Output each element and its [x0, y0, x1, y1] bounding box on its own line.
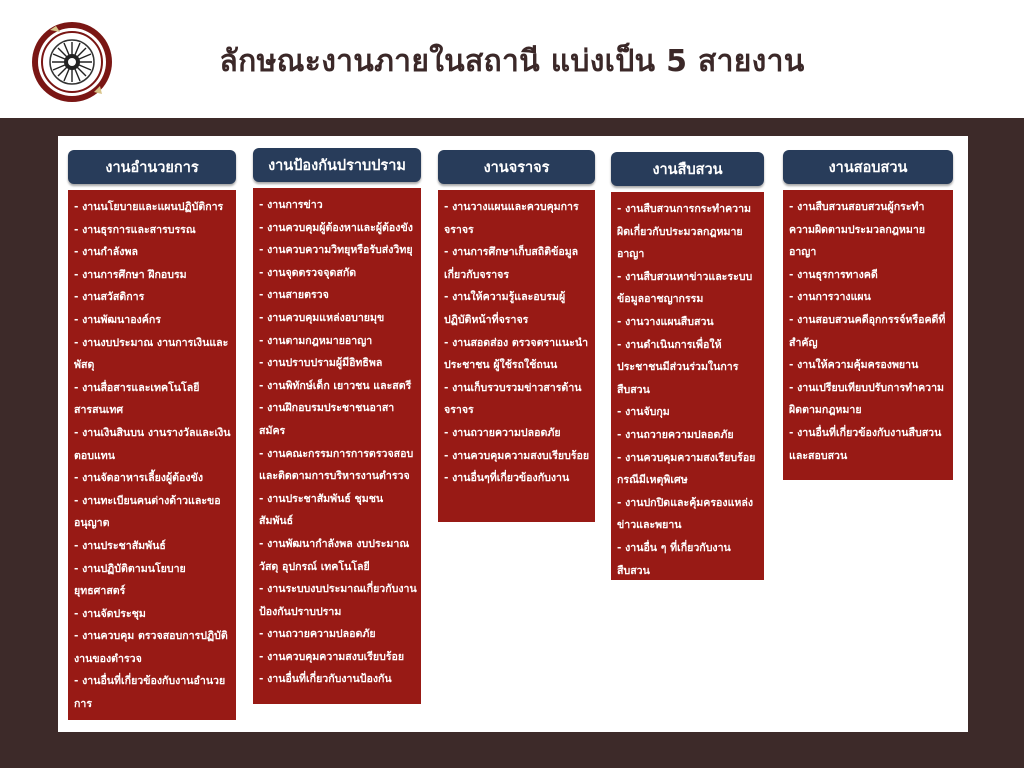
list-item: - งานสายตรวจ	[259, 289, 329, 302]
list-item: - งานจัดอาหารเลี้ยงผู้ต้องขัง	[74, 472, 203, 485]
list-item: - งานให้ความรู้และอบรมผู้ปฏิบัติหน้าที่จราจร	[444, 291, 566, 326]
column-heading-interrogation: งานสอบสวน	[783, 150, 953, 184]
list-item: - งานประชาสัมพันธ์	[74, 539, 166, 552]
list-item: - งานดำเนินการเพื่อให้ประชาชนมีส่วนร่วมในการสืบสวน	[617, 338, 739, 396]
list-item: - งานอื่นที่เกี่ยวกับงานป้องกัน	[259, 673, 392, 686]
list-item: - งานการวางแผน	[789, 291, 871, 304]
column-heading-investigation: งานสืบสวน	[611, 152, 764, 186]
slide-header	[0, 0, 1024, 118]
list-item: - งานตามกฎหมายอาญา	[259, 334, 373, 347]
list-item: - งานควบคุมความสงบเรียบร้อย	[259, 650, 405, 663]
list-item: - งานปกปิดและคุ้มครองแหล่งข่าวและพยาน	[617, 496, 754, 532]
column-body-administration	[68, 190, 236, 720]
list-item: - งานระบบงบประมาณเกี่ยวกับงานป้องกันปราบปราม	[259, 583, 417, 618]
list-item: - งานควบคุมความสงบเรียบร้อย	[444, 449, 590, 462]
list-item: - งานควบความวิทยุหรือรับส่งวิทยุ	[259, 244, 413, 257]
column-body-investigation	[611, 192, 764, 580]
list-item: - งานงบประมาณ งานการเงินและพัสดุ	[74, 336, 229, 372]
list-item: - งานพัฒนาองค์กร	[74, 313, 161, 326]
list-item: - งานสืบสวนการกระทำความผิดเกี่ยวกับประมวลกฎหมายอาญา	[617, 203, 752, 261]
list-item: - งานปราบปรามผู้มีอิทธิพล	[259, 357, 383, 370]
list-item: - งานทะเบียนคนต่างด้าวและขออนุญาต	[74, 494, 221, 530]
list-item: - งานสื่อสารและเทคโนโลยีสารสนเทศ	[74, 381, 200, 417]
list-item: - งานพิทักษ์เด็ก เยาวชน และสตรี	[259, 379, 412, 392]
list-item: - งานสวัสดิการ	[74, 291, 145, 304]
list-item: - งานสืบสวนหาข่าวและระบบข้อมูลอาชญากรรม	[617, 270, 753, 306]
list-item: - งานให้ความคุ้มครองพยาน	[789, 359, 919, 372]
list-item: - งานนโยบายและแผนปฏิบัติการ	[74, 201, 224, 213]
list-item: - งานเก็บรวบรวมข่าวสารด้านจราจร	[444, 381, 582, 417]
list-item: - งานถวายความปลอดภัย	[617, 428, 734, 441]
list-item: - งานถวายความปลอดภัย	[259, 628, 376, 641]
list-item: - งานวางแผนและควบคุมการจราจร	[444, 201, 579, 236]
list-item: - งานธุรการและสารบรรณ	[74, 223, 196, 236]
slide-title: ลักษณะงานภายในสถานี แบ่งเป็น 5 สายงาน	[219, 44, 805, 79]
column-heading-traffic: งานจราจร	[438, 150, 595, 184]
list-item: - งานฝึกอบรมประชาชนอาสาสมัคร	[259, 402, 395, 437]
list-item: - งานสอบสวนคดีอุกกรรจ์หรือคดีที่สำคัญ	[789, 313, 946, 349]
column-heading-administration: งานอำนวยการ	[68, 150, 236, 184]
list-item: - งานควบคุม ตรวจสอบการปฏิบัติงานของตำรวจ	[74, 630, 228, 665]
list-item: - งานถวายความปลอดภัย	[444, 426, 561, 439]
list-item: - งานการศึกษาเก็บสถิติข้อมูลเกี่ยวกับจราจร	[444, 246, 579, 281]
list-item: - งานควบคุมผู้ต้องหาและผู้ต้องขัง	[259, 221, 413, 234]
list-item: - งานวางแผนสืบสวน	[617, 315, 714, 328]
list-item: - งานพัฒนากำลังพล งบประมาณ วัสดุ อุปกรณ์ เทคโนโลยี	[259, 537, 410, 573]
list-item: - งานอื่นที่เกี่ยวข้องกับงานสืบสวนและสอบสวน	[789, 426, 942, 462]
list-item: - งานธุรการทางคดี	[789, 268, 878, 281]
list-item: - งานอื่นๆที่เกี่ยวข้องกับงาน	[444, 472, 570, 485]
list-item: - งานอื่น ๆ ที่เกี่ยวกับงานสืบสวน	[617, 541, 731, 577]
list-item: - งานประชาสัมพันธ์ ชุมชนสัมพันธ์	[259, 492, 384, 528]
list-item: - งานกำลังพล	[74, 246, 138, 259]
column-body-crime-prevention	[253, 188, 421, 704]
list-item: - งานสอดส่อง ตรวจตราแนะนำประชาชน ผู้ใช้รถใช้ถนน	[444, 336, 589, 372]
column-body-traffic	[438, 190, 595, 522]
list-item: - งานสืบสวนสอบสวนผู้กระทำความผิดตามประมวลกฎหมายอาญา	[789, 201, 926, 259]
list-item: - งานควบคุมความสงเรียบร้อยกรณีมีเหตุพิเศษ	[617, 451, 756, 487]
list-item: - งานปฏิบัติตามนโยบายยุทธศาสตร์	[74, 562, 186, 598]
list-item: - งานจัดประชุม	[74, 607, 146, 620]
column-heading-crime-prevention: งานป้องกันปราบปราม	[253, 148, 421, 182]
list-item: - งานจุดตรวจจุดสกัด	[259, 266, 357, 279]
list-item: - งานเปรียบเทียบปรับการทำความผิดตามกฎหมาย	[789, 381, 945, 417]
list-item: - งานเงินสินบน งานรางวัลและเงินตอบแทน	[74, 426, 231, 462]
list-item: - งานอื่นที่เกี่ยวข้องกับงานอำนวยการ	[74, 675, 226, 711]
list-item: - งานการข่าว	[259, 199, 323, 211]
column-body-interrogation	[783, 190, 953, 480]
list-item: - งานการศึกษา ฝึกอบรม	[74, 268, 187, 281]
police-station-emblem-logo	[30, 20, 114, 104]
list-item: - งานจับกุม	[617, 406, 670, 419]
list-item: - งานคณะกรรมการการตรวจสอบและติดตามการบริหารงานตำรวจ	[259, 447, 414, 483]
list-item: - งานควบคุมแหล่งอบายมุข	[259, 311, 385, 324]
